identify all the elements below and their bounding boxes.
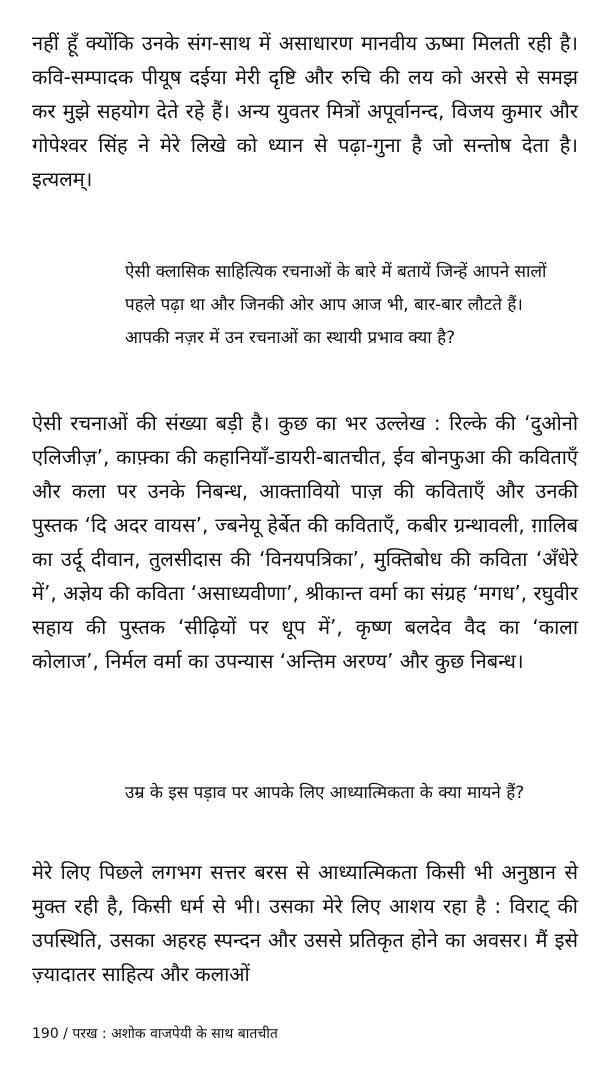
interview-question-spirituality: उम्र के इस पड़ाव पर आपके लिए आध्यात्मिकता के क्या मायने हैं? — [125, 783, 525, 803]
answer-paragraph-spirituality: मेरे लिए पिछले लगभग सत्तर बरस से आध्यात्मिकता किसी भी अनुष्ठान से मुक्त रही है, किसी धर्म से भी। उसका मेरे लिए आशय रहा है : विराट् की उपस्थिति, उसका अहरह स्पन्दन और उससे प्रतिकृत होने का अवसर। मैं इसे ज़्यादातर साहित्य और कलाओं — [32, 860, 578, 986]
answer-paragraph-intro: नहीं हूँ क्योंकि उनके संग-साथ में असाधारण मानवीय ऊष्मा मिलती रही है। कवि-सम्पादक पीयूष दईया मेरी दृष्टि और रुचि की लय को अरसे से समझ कर मुझे सहयोग देते रहे हैं। अन्य युवतर मित्रों अपूर्वानन्द, विजय कुमार और गोपेश्वर सिंह ने मेरे लिखे को ध्यान से पढ़ा-गुना है जो सन्तोष देता है। इत्यलम्। — [32, 31, 578, 191]
interview-question-classics: ऐसी क्लासिक साहित्यिक रचनाओं के बारे में बतायें जिन्हें आपने सालों पहले पढ़ा था और जिनकी ओर आप आज भी, बार-बार लौटते हैं। आपकी नज़र में उन रचनाओं का स्थायी प्रभाव क्या है? — [125, 262, 547, 348]
page-footer: 190 / परख : अशोक वाजपेयी के साथ बातचीत — [32, 1026, 278, 1042]
answer-paragraph-classics: ऐसी रचनाओं की संख्या बड़ी है। कुछ का भर उल्लेख : रिल्के की ‘दुओनो एलिजीज़’, काफ़्का की कहानियाँ-डायरी-बातचीत, ईव बोनफुआ की कविताएँ और कला पर उनके निबन्ध, आक्तावियो पाज़ की कविताएँ और उनकी पुस्तक ‘दि अदर वायस’, ज्बनेयू हेर्बेत की कविताएँ, कबीर ग्रन्थावली, ग़ालिब का उर्दू दीवान, तुलसीदास की ‘विनयपत्रिका’, मुक्तिबोध की कविता ‘अँधेरे में’, अज्ञेय की कविता ‘असाध्यवीणा’, श्रीकान्त वर्मा का संग्रह ‘मगध’, रघुवीर सहाय की पुस्तक ‘सीढ़ियों पर धूप में’, कृष्ण बलदेव वैद का ‘काला कोलाज’, निर्मल वर्मा का उपन्यास ‘अन्तिम अरण्य’ और कुछ निबन्ध। — [32, 411, 578, 673]
